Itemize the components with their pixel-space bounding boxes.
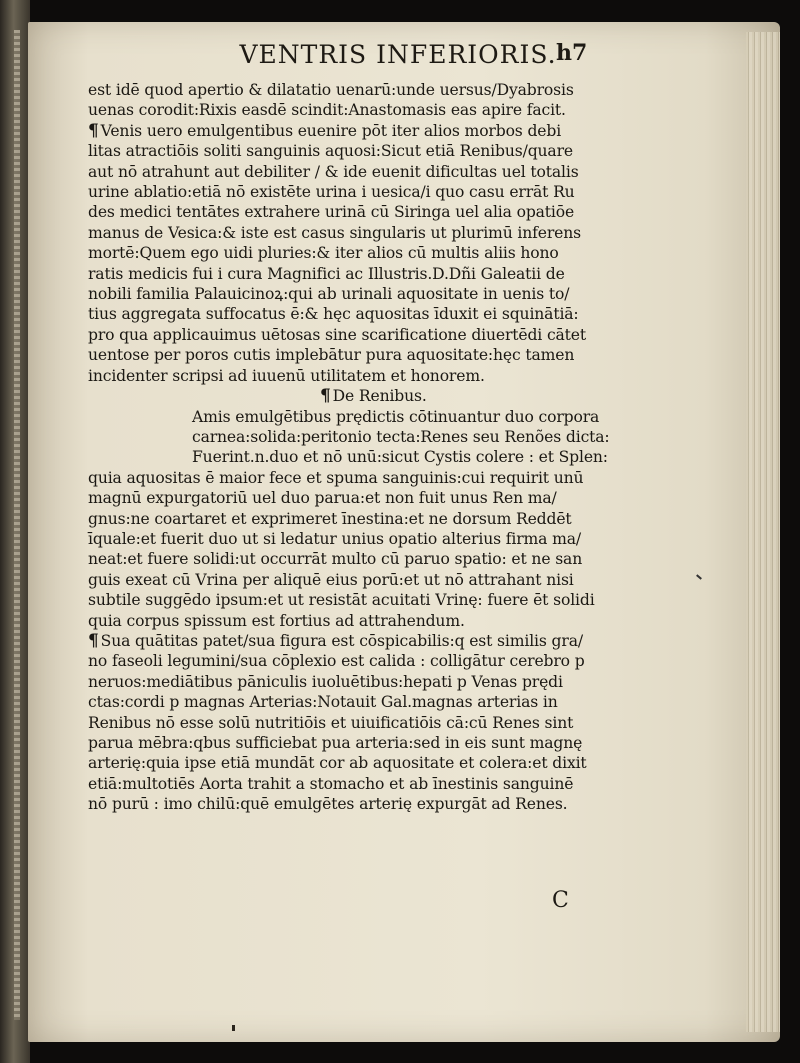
text-line-content: Sua quātitas patet/sua figura est cōspicabilis:q est similis gra/ [100, 631, 583, 650]
pilcrow-mark: ¶ [320, 386, 331, 407]
text-line-content: pro qua applicauimus uētosas sine scarificatione diuertēdi cātet [88, 325, 586, 344]
text-line-content: uenas corodit:Rixis easdē scindit:Anastomasis eas apire facit. [88, 101, 566, 120]
text-line-content: Venis uero emulgentibus euenire pōt iter alios morbos debi [100, 121, 562, 140]
text-line [88, 100, 636, 120]
text-line [88, 304, 636, 324]
text-line-content: est idē quod apertio & dilatatio uenarū:unde uersus/Dyabrosis [88, 81, 574, 99]
text-line [88, 672, 636, 692]
text-line [88, 243, 636, 263]
text-line-content: incidenter scripsi ad iuuenū utilitatem et honorem. [88, 366, 485, 385]
text-line [88, 549, 636, 569]
text-line [88, 386, 636, 406]
text-line-content: guis exeat cū Vrina per aliquē eius porū:et ut nō attrahant nisi [88, 570, 574, 589]
text-line-content: litas atractiōis soliti sanguinis aquosi:Sicut etiā Renibus/quare [88, 142, 573, 161]
ink-speck [232, 1025, 235, 1031]
text-line [88, 651, 636, 671]
text-line-content: Amis emulgētibus prędictis cōtinuantur duo corpora [192, 407, 600, 426]
text-line-content: arterię:quia ipse etiā mundāt cor ab aquositate et colera:et dixit [88, 754, 587, 773]
text-line [88, 713, 636, 733]
folio-number: h7 [556, 40, 588, 66]
text-line-content: no faseoli legumini/sua cōplexio est calida : colligātur cerebro p [88, 652, 585, 671]
text-line-content: neat:et fuere solidi:ut occurrāt multo cū paruo spatio: et ne san [88, 550, 583, 569]
text-line-content: subtile suggēdo ipsum:et ut resistāt acuitati Vrinę: fuere ēt solidi [88, 591, 595, 610]
text-line [88, 753, 636, 773]
text-line-content: nō purū : imo chilū:quē emulgētes arterię expurgāt ad Renes. [88, 795, 568, 814]
text-line [88, 162, 636, 182]
text-line-content: mortē:Quem ego uidi pluries:& iter alios cū multis aliis hono [88, 244, 559, 263]
text-line [88, 345, 636, 365]
text-line-content: manus de Vesica:& iste est casus singularis ut plurimū inferens [88, 223, 581, 242]
text-line [88, 80, 636, 100]
pilcrow-mark: ¶ [88, 630, 99, 651]
text-line-content: aut nō atrahunt aut debiliter / & ide euenit dificultas uel totalis [88, 162, 579, 181]
text-line-content: ratis medicis fui i cura Magnifici ac Illustris.D.Dñi Galeatii de [88, 264, 565, 283]
text-line-content: des medici tentātes extrahere urinā cū Siringa uel alia opatiōe [88, 203, 575, 222]
text-line [88, 427, 636, 447]
text-line-content: uentose per poros cutis implebātur pura aquositate:hęc tamen [88, 346, 575, 365]
text-line-content: gnus:ne coartaret et exprimeret īnestina:et ne dorsum Reddēt [88, 509, 572, 528]
text-line-content: ctas:cordi p magnas Arterias:Notauit Gal.magnas arterias in [88, 693, 558, 712]
text-line [88, 774, 636, 794]
text-line-content: magnū expurgatoriū uel duo parua:et non fuit unus Ren ma/ [88, 489, 557, 508]
text-line [88, 529, 636, 549]
text-line-content: Renibus nō esse solū nutritiōis et uiuificatiōis cā:cū Renes sint [88, 713, 574, 732]
text-line [88, 182, 636, 202]
text-line [88, 794, 636, 814]
catchword: C [552, 888, 569, 913]
text-line [88, 264, 636, 284]
text-line-content: Fuerint.n.duo et nō unū:sicut Cystis colere : et Splen: [192, 448, 608, 467]
text-line [88, 509, 636, 529]
text-line [88, 570, 636, 590]
text-line [88, 366, 636, 386]
body-text [88, 80, 636, 815]
page-fore-edge [746, 32, 780, 1032]
text-line [88, 325, 636, 345]
pilcrow-mark: ¶ [88, 120, 99, 141]
text-line-content: urine ablatio:etiā nō existēte urina i uesica/i quo casu errāt Ru [88, 183, 575, 202]
text-line-content: nobili familia Palauicinoꝝ:qui ab urinali aquositate in uenis to/ [88, 285, 570, 304]
text-line-content: tius aggregata suffocatus ē:& hęc aquositas īduxit ei squinātiā: [88, 305, 579, 324]
facing-page-edge [14, 30, 20, 1020]
text-line [88, 733, 636, 753]
text-line-content: De Renibus. [332, 387, 427, 406]
text-line-content: quia corpus spissum est fortius ad attrahendum. [88, 611, 465, 630]
text-line [88, 223, 636, 243]
text-line [88, 631, 636, 651]
text-line-content: neruos:mediātibus pāniculis iuoluētibus:hepati p Venas prędi [88, 672, 563, 691]
text-line [88, 121, 636, 141]
text-line [88, 488, 636, 508]
text-line-content: carnea:solida:peritonio tecta:Renes seu Renões dicta: [192, 427, 610, 446]
text-line-content: īquale:et fuerit duo ut si ledatur unius opatio alterius firma ma/ [88, 529, 581, 548]
text-line-content: etiā:multotiēs Aorta trahit a stomacho et ab īnestinis sanguinē [88, 774, 574, 793]
text-line [88, 141, 636, 161]
text-line [88, 407, 636, 427]
running-head: VENTRIS INFERIORIS. [239, 40, 557, 69]
text-line [88, 611, 636, 631]
text-line [88, 692, 636, 712]
text-line [88, 590, 636, 610]
text-line [88, 284, 636, 304]
text-line [88, 468, 636, 488]
text-line [88, 202, 636, 222]
text-line-content: parua mēbra:qbus sufficiebat pua arteria:sed in eis sunt magnę [88, 734, 583, 752]
text-line-content: quia aquositas ē maior fece et spuma sanguinis:cui requirit unū [88, 468, 584, 487]
text-line [88, 447, 636, 467]
binding-gutter [0, 0, 30, 1063]
